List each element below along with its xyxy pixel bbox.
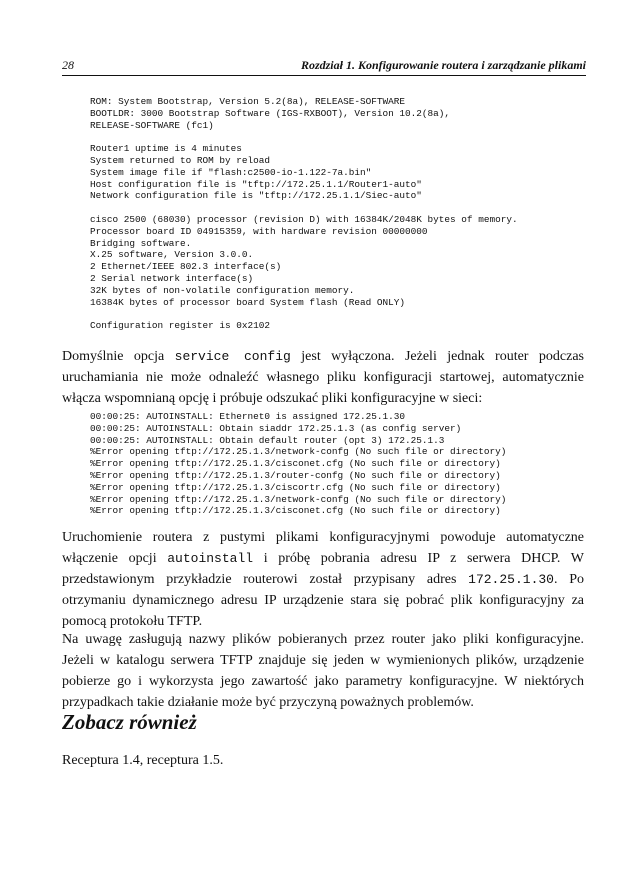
code-line: System returned to ROM by reload: [90, 154, 271, 166]
code-line: %Error opening tftp://172.25.1.3/network-confg (No such file or directory): [90, 446, 507, 458]
code-line: cisco 2500 (68030) processor (revision D) with 16384K/2048K bytes of memory.: [90, 213, 518, 225]
code-line: %Error opening tftp://172.25.1.3/cisconet.cfg (No such file or directory): [90, 505, 501, 517]
inline-code-ip-address: 172.25.1.30: [468, 572, 554, 587]
code-line: ROM: System Bootstrap, Version 5.2(8a), RELEASE-SOFTWARE: [90, 96, 406, 107]
code-line: Network configuration file is "tftp://172.25.1.1/Siec-auto": [90, 190, 422, 202]
running-title: Rozdział 1. Konfigurowanie routera i zarządzanie plikami: [300, 58, 586, 72]
code-line: System image file if "flash:c2500-io-1.122-7a.bin": [90, 166, 372, 178]
code-line: X.25 software, Version 3.0.0.: [90, 249, 254, 261]
inline-code-service-config: service config: [174, 349, 291, 364]
paragraph-autoinstall: Uruchomienie routera z pustymi plikami konfiguracyjnymi powoduje automatyczne włączenie opcji autoinstall i próbę pobrania adresu IP z serwera DHCP. W przedstawionym przykładzie routerowi został przypisany adres 172.25.1.30. Po otrzymaniu dynamicznego adresu IP urządzenie stara się pobrać plik konfiguracyjny za pomocą protokołu TFTP.: [62, 530, 584, 629]
code-line: %Error opening tftp://172.25.1.3/router-confg (No such file or directory): [90, 469, 501, 481]
code-line: 2 Ethernet/IEEE 802.3 interface(s): [90, 261, 282, 273]
see-also-references: Receptura 1.4, receptura 1.5.: [62, 753, 224, 768]
paragraph-service-config: Domyślnie opcja service config jest wyłączona. Jeżeli jednak router podczas uruchamiania nie może odnaleźć własnego pliku konfiguracji startowej, automatycznie włącza wspomnianą opcję i próbuje odszukać pliki konfiguracyjne w sieci:: [62, 349, 584, 406]
code-line: %Error opening tftp://172.25.1.3/ciscortr.cfg (No such file or directory): [90, 481, 501, 493]
section-heading-see-also: Zobacz również: [62, 710, 197, 734]
page-header: [62, 58, 586, 76]
code-line: 16384K bytes of processor board System flash (Read ONLY): [90, 296, 406, 308]
router-startup-output: [90, 96, 518, 332]
code-line: Router1 uptime is 4 minutes: [90, 143, 242, 155]
code-line: Bridging software.: [90, 237, 192, 249]
code-line: 00:00:25: AUTOINSTALL: Ethernet0 is assigned 172.25.1.30: [90, 411, 406, 422]
code-line: 2 Serial network interface(s): [90, 272, 254, 284]
code-line: Configuration register is 0x2102: [90, 320, 271, 332]
page-number: 28: [62, 58, 74, 72]
code-line: Processor board ID 04915359, with hardware revision 00000000: [90, 225, 428, 237]
code-line: %Error opening tftp://172.25.1.3/network-confg (No such file or directory): [90, 493, 507, 505]
code-line: 32K bytes of non-volatile configuration memory.: [90, 284, 355, 296]
autoinstall-log-output: [90, 411, 506, 517]
code-line: RELEASE-SOFTWARE (fc1): [90, 119, 214, 131]
paragraph-file-names: Na uwagę zasługują nazwy plików pobieranych przez router jako pliki konfiguracyjne. Jeżeli w katalogu serwera TFTP znajduje się jeden w wymienionych plików, urządzenie pobierze go i wykorzysta jego zawartość jako parametry konfiguracyjne. W niektórych przypadkach takie działanie może być przyczyną poważnych problemów.: [62, 632, 584, 710]
code-line: Host configuration file is "tftp://172.25.1.1/Router1-auto": [90, 178, 422, 190]
inline-code-autoinstall: autoinstall: [167, 551, 254, 566]
code-line: 00:00:25: AUTOINSTALL: Obtain default router (opt 3) 172.25.1.3: [90, 434, 445, 446]
code-line: BOOTLDR: 3000 Bootstrap Software (IGS-RXBOOT), Version 10.2(8a),: [90, 107, 451, 119]
code-line: 00:00:25: AUTOINSTALL: Obtain siaddr 172.25.1.3 (as config server): [90, 422, 462, 434]
code-line: %Error opening tftp://172.25.1.3/cisconet.cfg (No such file or directory): [90, 458, 501, 470]
